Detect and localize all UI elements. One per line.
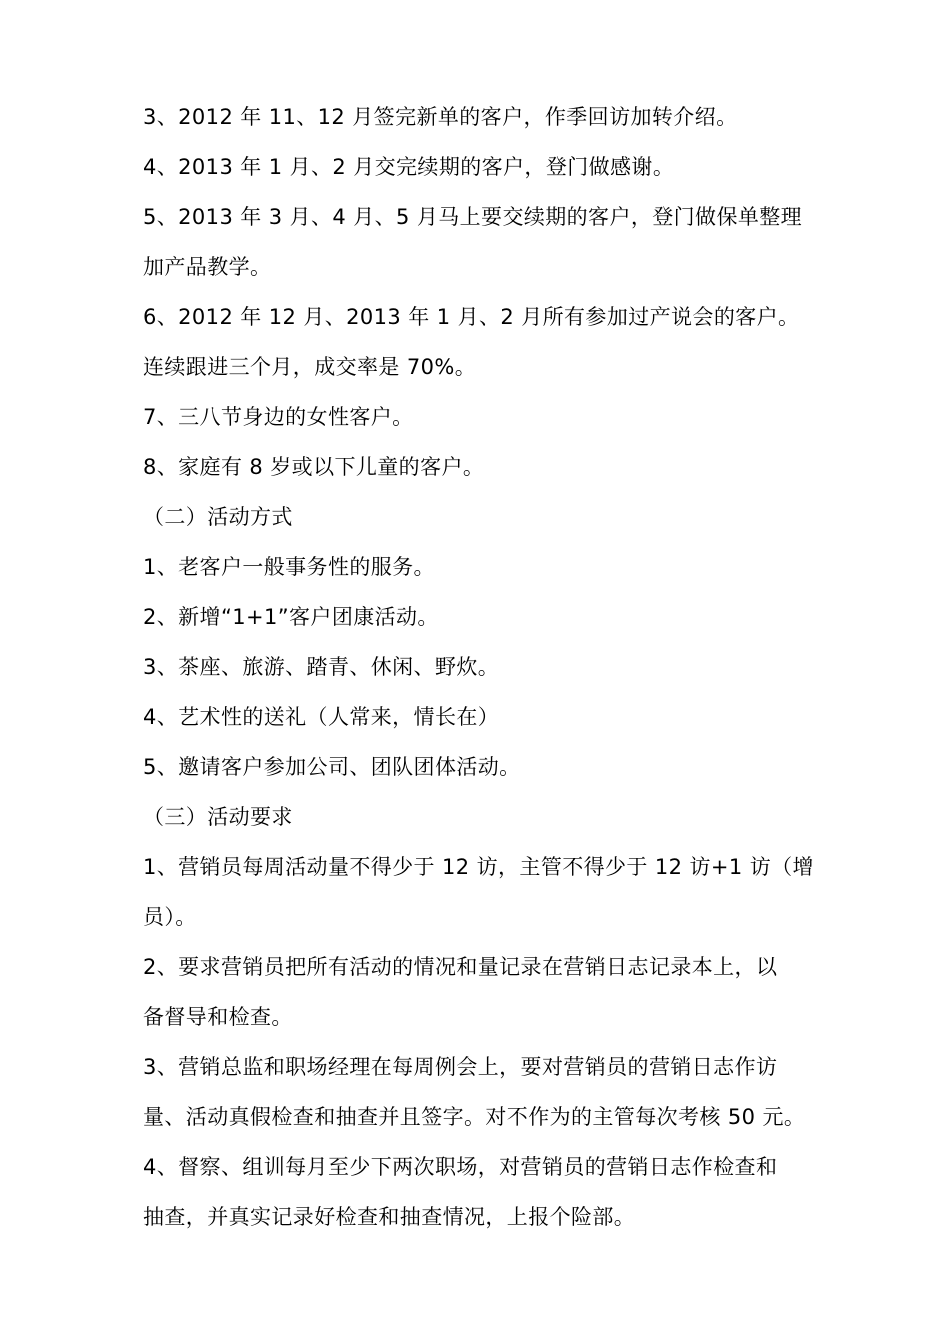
section-heading-activity-requirements: （三）活动要求 [143,805,293,829]
text-line-requirement-1: 1、营销员每周活动量不得少于 12 访，主管不得少于 12 访+1 访（增 [143,855,814,879]
text-line-product-teaching: 加产品教学。 [143,255,272,279]
text-line-female-clients: 7、三八节身边的女性客户。 [143,405,414,429]
text-line-requirement-2: 2、要求营销员把所有活动的情况和量记录在营销日志记录本上，以 [143,955,778,979]
text-line-requirement-4-cont: 抽查，并真实记录好检查和抽查情况，上报个险部。 [143,1205,636,1229]
text-line-client-2013-renewed: 4、2013 年 1 月、2 月交完续期的客户，登门做感谢。 [143,155,675,179]
text-line-method-3: 3、茶座、旅游、踏青、休闲、野炊。 [143,655,500,679]
text-line-client-2013-upcoming: 5、2013 年 3 月、4 月、5 月马上要交续期的客户，登门做保单整理 [143,205,803,229]
text-line-client-2012-new: 3、2012 年 11、12 月签完新单的客户，作季回访加转介绍。 [143,105,738,129]
text-line-requirement-3: 3、营销总监和职场经理在每周例会上，要对营销员的营销日志作访 [143,1055,778,1079]
text-line-followup-rate: 连续跟进三个月，成交率是 70%。 [143,355,477,379]
text-line-requirement-4: 4、督察、组训每月至少下两次职场，对营销员的营销日志作检查和 [143,1155,778,1179]
text-line-requirement-2-cont: 备督导和检查。 [143,1005,293,1029]
text-line-method-2: 2、新增“1+1”客户团康活动。 [143,605,439,629]
text-line-requirement-3-cont: 量、活动真假检查和抽查并且签字。对不作为的主管每次考核 50 元。 [143,1105,806,1129]
text-line-method-1: 1、老客户一般事务性的服务。 [143,555,435,579]
document-body [143,92,815,1242]
text-line-family-children: 8、家庭有 8 岁或以下儿童的客户。 [143,455,485,479]
text-line-method-5: 5、邀请客户参加公司、团队团体活动。 [143,755,521,779]
section-heading-activity-methods: （二）活动方式 [143,505,293,529]
text-line-method-4: 4、艺术性的送礼（人常来，情长在） [143,705,500,729]
text-line-seminar-clients: 6、2012 年 12 月、2013 年 1 月、2 月所有参加过产说会的客户。 [143,305,800,329]
text-line-requirement-1-cont: 员）。 [143,905,197,929]
